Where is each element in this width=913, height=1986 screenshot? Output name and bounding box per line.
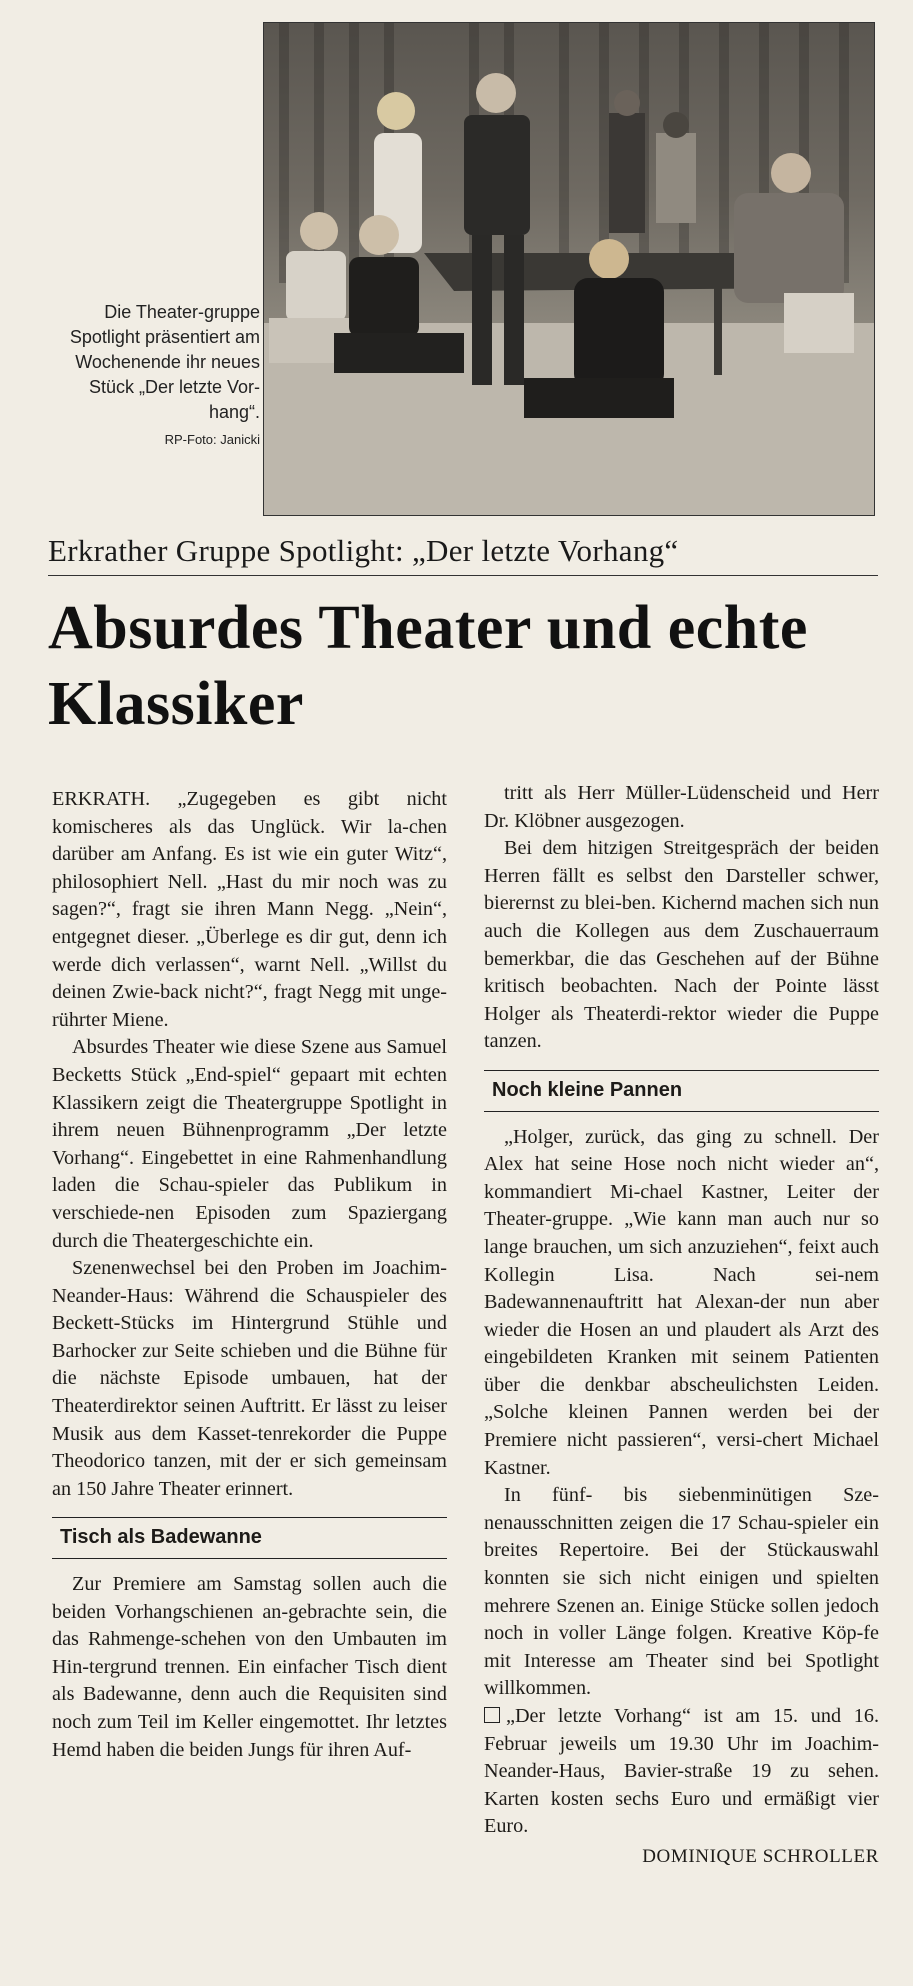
paragraph: In fünf- bis siebenminütigen Sze-nenausschnitten zeigen die 17 Schau-spieler ein breites Repertoire. Bei der Stückauswahl konnten sie sich nicht einigen und spielten mehrere Szenen an. Einige Stücke sollen jedoch noch in voller Länge folgen. Kreative Köp-fe mit Interesse am Theater sind bei Spotlight willkommen. (484, 1484, 879, 1700)
article-column-left (52, 786, 447, 1764)
paragraph: „Holger, zurück, das ging zu schnell. Der Alex hat seine Hose noch nicht wieder an“, kommandiert Mi-chael Kastner, Leiter der Theater-gruppe. „Wie kann man auch nur so lange brauchen, um sich anzuziehen“, feixt auch Kollegin Lisa. Nach sei-nem Badewannenauftritt hat Alexan-der nun aber wieder die Hosen an und plaudert als Arzt des eingebildeten Kranken mit seinem Patienten über die denkbar abscheulichsten Leiden. „Solche kleinen Pannen werden bei der Premiere nicht passieren“, versi-chert Michael Kastner. (484, 1125, 879, 1479)
paragraph: Absurdes Theater wie diese Szene aus Samuel Becketts Stück „End-spiel“ gepaart mit echten Klassikern zeigt die Theatergruppe Spotlight in ihrem neuen Bühnenprogramm „Der letzte Vorhang“. Eingebettet in eine Rahmenhandlung laden die Schau-spieler das Publikum in verschiede-nen Episoden zum Spaziergang durch die Theatergeschichte ein. (52, 1036, 447, 1252)
paragraph: Szenenwechsel bei den Proben im Joachim-Neander-Haus: Während die Schauspieler des Beckett-Stücks im Hintergrund Stühle und Barhocker zur Seite schieben und die Bühne für die nächste Episode umbauen, hat der Theaterdirektor seinen Auftritt. Er lässt zu leiser Musik aus dem Kasset-tenrekorder die Puppe Theodorico tanzen, mit der er sich gemeinsam an 150 Jahre Theater erinnert. (52, 1257, 447, 1500)
checkbox-bullet-icon (484, 1707, 500, 1723)
photo-credit: RP-Foto: Janicki (164, 432, 260, 447)
article-headline: Absurdes Theater und echte Klassiker (48, 594, 808, 738)
article-kicker: Erkrather Gruppe Spotlight: „Der letzte Vorhang“ (48, 533, 878, 576)
paragraph: Bei dem hitzigen Streitgespräch der beiden Herren fällt es selbst den Darsteller schwer, bierernst zu blei-ben. Kichernd machen sich nun auch die Kollegen aus dem Zuschauerraum bemerkbar, die das Geschehen auf der Bühne kritisch beobachten. Nach der Pointe lässt Holger als Theaterdi-rektor wieder die Puppe tanzen. (484, 837, 879, 1053)
paragraph: ERKRATH. „Zugegeben es gibt nicht komischeres als das Unglück. Wir la-chen darüber am Anfang. Es ist wie ein guter Witz“, philosophiert Nell. „Hast du mir noch was zu sagen?“, fragt sie ihren Mann Negg. „Nein“, entgegnet dieser. „Überlege es dir gut, denn ich werde dich verlassen“, warnt Nell. „Willst du deinen Zwie-back nicht?“, fragt Negg mit unge-rührter Miene. (52, 788, 447, 1031)
subheading: Tisch als Badewanne (52, 1517, 447, 1559)
paragraph: Zur Premiere am Samstag sollen auch die beiden Vorhangschienen an-gebrachte sein, die das Rahmenge-schehen von den Umbauten im Hin-tergrund trennen. Ein einfacher Tisch dient als Badewanne, denn auch die Requisiten sind noch zum Teil im Keller eingemottet. Ihr letztes Hemd haben die beiden Jungs für ihren Auf- (52, 1573, 447, 1761)
paragraph: tritt als Herr Müller-Lüdenscheid und Herr Dr. Klöbner ausgezogen. (484, 782, 879, 832)
article-column-right (484, 780, 879, 1871)
subheading: Noch kleine Pannen (484, 1070, 879, 1112)
author-byline: DOMINIQUE SCHROLLER (642, 1845, 879, 1867)
photo-caption (60, 300, 260, 452)
info-text: „Der letzte Vorhang“ ist am 15. und 16. Februar jeweils um 19.30 Uhr im Joachim-Neander-Haus, Bavier-straße 19 zu sehen. Karten kosten sechs Euro und ermäßigt vier Euro. (484, 1705, 879, 1838)
caption-text: Die Theater-gruppe Spotlight präsentiert am Wochenende ihr neues Stück „Der letzte Vor-hang“. (69, 302, 260, 422)
rehearsal-photo (263, 22, 875, 516)
photo-illustration (264, 23, 874, 515)
info-paragraph (484, 1703, 879, 1841)
